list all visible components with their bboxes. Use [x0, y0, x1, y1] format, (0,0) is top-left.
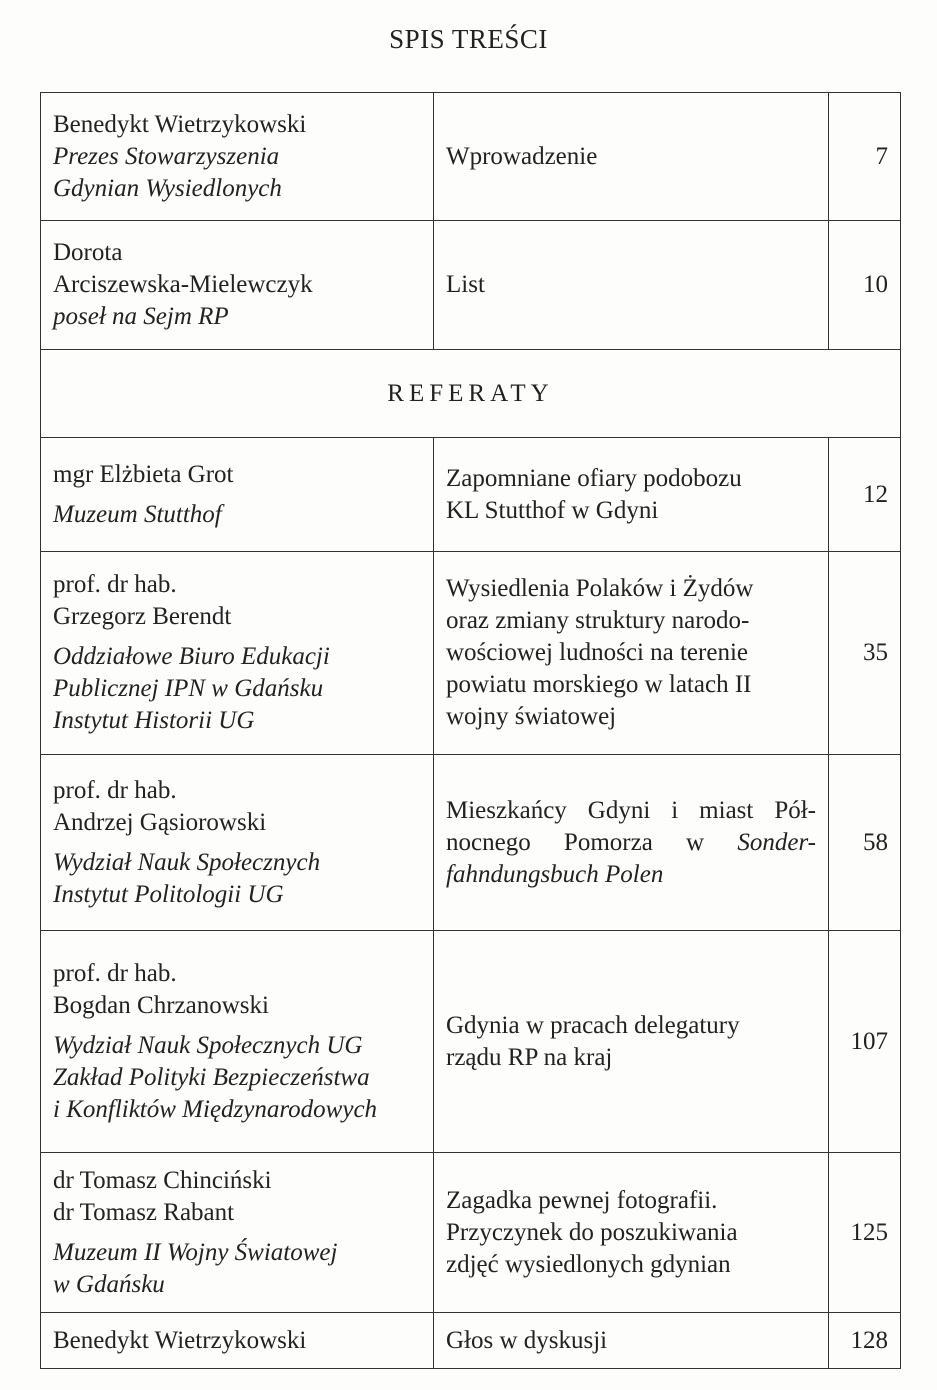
table-row [41, 1313, 901, 1369]
affiliation: poseł na Sejm RP [53, 303, 229, 330]
page-number: 107 [829, 931, 901, 1153]
author-name: dr Tomasz Rabant [53, 1198, 235, 1226]
topic-cell [434, 755, 829, 931]
topic-line: Głos w dyskusji [446, 1326, 608, 1354]
page-number: 12 [829, 438, 901, 552]
affiliation: Prezes Stowarzyszenia [53, 142, 280, 170]
affiliation: w Gdańsku [53, 1270, 165, 1298]
affiliation: Gdynian Wysiedlonych [53, 174, 282, 202]
section-heading-row [41, 350, 901, 438]
topic-cell [434, 552, 829, 755]
author-cell [41, 1153, 434, 1313]
affiliation: Zakład Polityki Bezpieczeństwa [53, 1063, 370, 1091]
topic: List [446, 271, 485, 298]
topic-line: Przyczynek do poszukiwania [446, 1218, 738, 1246]
affiliation: Instytut Politologii UG [53, 880, 284, 908]
page-number: 125 [829, 1153, 901, 1313]
topic-cell [434, 221, 829, 350]
affiliation: i Konfliktów Międzynarodowych [53, 1095, 378, 1123]
topic: Wprowadzenie [446, 142, 598, 170]
author-name: prof. dr hab. [53, 776, 177, 804]
affiliation: Muzeum II Wojny Światowej [53, 1238, 338, 1266]
page-number: 58 [829, 755, 901, 931]
author-cell [41, 931, 434, 1153]
affiliation: Wydział Nauk Społecznych [53, 848, 321, 876]
topic-cell [434, 438, 829, 552]
topic-line: oraz zmiany struktury narodo- [446, 607, 750, 634]
table-row [41, 93, 901, 221]
affiliation: Wydział Nauk Społecznych UG [53, 1031, 363, 1059]
affiliation: Instytut Historii UG [53, 707, 255, 734]
topic-line: wojny światowej [446, 703, 617, 730]
affiliation: Publicznej IPN w Gdańsku [53, 675, 324, 702]
topic-cell [434, 931, 829, 1153]
author-cell [41, 221, 434, 350]
page-number: 128 [829, 1313, 901, 1369]
table-row [41, 552, 901, 755]
author-name: Dorota [53, 239, 123, 266]
table-row [41, 438, 901, 552]
topic-line: Wysiedlenia Polaków i Żydów [446, 575, 754, 602]
author-cell [41, 755, 434, 931]
author-name: Benedykt Wietrzykowski [53, 1326, 307, 1354]
table-of-contents [40, 92, 901, 1369]
section-heading: REFERATY [41, 350, 901, 438]
author-name: Andrzej Gąsiorowski [53, 808, 267, 836]
topic-line: KL Stutthof w Gdyni [446, 496, 659, 524]
page-number: 35 [829, 552, 901, 755]
author-cell [41, 438, 434, 552]
page-number: 10 [829, 221, 901, 350]
author-name: mgr Elżbieta Grot [53, 460, 234, 488]
topic-line: zdjęć wysiedlonych gdynian [446, 1250, 731, 1278]
table-row [41, 755, 901, 931]
topic-text-italic: Sonder- fahndungsbuch Polen [446, 828, 816, 888]
topic-line: powiatu morskiego w latach II [446, 671, 752, 698]
affiliation: Oddziałowe Biuro Edukacji [53, 643, 330, 670]
topic-line: Gdynia w pracach delegatury [446, 1011, 740, 1039]
topic-line: Zapomniane ofiary podobozu [446, 464, 742, 492]
author-name: prof. dr hab. [53, 959, 177, 987]
author-name: Grzegorz Berendt [53, 603, 232, 630]
author-name: Bogdan Chrzanowski [53, 991, 269, 1019]
topic-cell [434, 93, 829, 221]
affiliation: Muzeum Stutthof [53, 500, 222, 528]
author-cell [41, 1313, 434, 1369]
table-row [41, 931, 901, 1153]
author-cell [41, 93, 434, 221]
topic-cell [434, 1153, 829, 1313]
topic-line: wościowej ludności na terenie [446, 639, 748, 666]
author-name: Arciszewska-Mielewczyk [53, 271, 313, 298]
author-name: dr Tomasz Chinciński [53, 1166, 272, 1194]
topic-cell [434, 1313, 829, 1369]
topic-line: Zagadka pewnej fotografii. [446, 1186, 718, 1214]
author-name: prof. dr hab. [53, 571, 177, 598]
topic-text: Mieszkańcy Gdyni i miast Pół- nocnego Pomorza w [446, 796, 816, 856]
topic-line: rządu RP na kraj [446, 1043, 613, 1071]
table-row [41, 221, 901, 350]
page-title: SPIS TREŚCI [389, 24, 548, 54]
table-row [41, 1153, 901, 1313]
author-name: Benedykt Wietrzykowski [53, 110, 307, 138]
author-cell [41, 552, 434, 755]
page-number: 7 [829, 93, 901, 221]
